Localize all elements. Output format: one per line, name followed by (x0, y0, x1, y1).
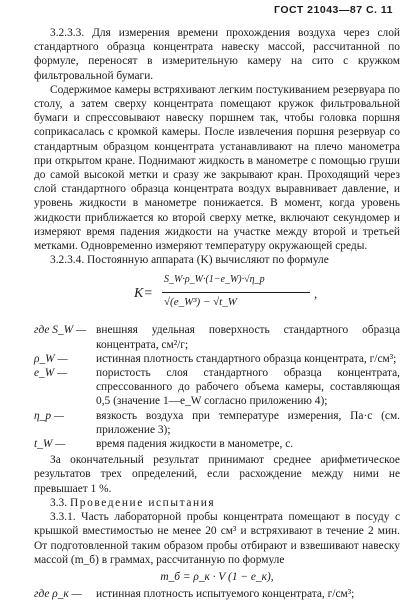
formula-tail: , (314, 286, 318, 302)
paragraph-3-2-3-3: 3.2.3.3. Для измерения времени прохождения воздуха через слой стандартного образца концентрата навеску массой, рассчитанной по формуле, переносят в измерительную камеру на сито с кружком фильтровальной бумаги. (34, 27, 400, 82)
formula-denominator: √(e_W³) − √t_W (164, 296, 237, 309)
paragraph-final-result: За окончательный результат принимают среднее арифметическое результатов трех определений, если расхождение между ними не превышает 1 %. (34, 454, 400, 495)
definition-density: где ρ_к — истинная плотность испытуемого концентрата, г/см³; (34, 588, 355, 601)
formula-numerator: S_W·ρ_W·(1−e_W)·√η_р (164, 274, 265, 286)
fraction-bar (162, 292, 310, 293)
formula-lhs: K= (134, 286, 153, 302)
definitions-list (34, 323, 400, 451)
paragraph-3-2-3-4: 3.2.3.4. Постоянную аппарата (K) вычисляют по формуле (50, 254, 329, 267)
section-heading: 3.3. Проведение испытания (50, 496, 216, 509)
definition-item: ρ_W — истинная плотность стандартного образца концентрата, г/см³; (34, 352, 397, 365)
definition-item: где S_W — внешняя удельная поверхность стандартного образца концентрата, см²/г; (34, 324, 400, 351)
formula-sample-mass: m_б = ρ_к · V (1 − e_к), (160, 570, 274, 583)
document-body (34, 26, 400, 601)
paragraph-procedure: Содержимое камеры встряхивают легким постукиванием резервуара по столу, а затем сверху концентрата помещают кружок фильтровальной бумаги и спрессовывают навеску поршнем так, чтобы головка поршня соприкасалась с кромкой камеры. После извлечения поршня резервуар со стандартным образцом концентрата устанавливают на плечо манометра при открытом кране. Поднимают жидкость в манометре с помощью груши до самой высокой метки и сразу же закрывают кран. Проходящий через слой стандартного образца концентрата воздух выравнивает давление, и уровень жидкости в манометре понижается. В момент, когда уровень жидкости приближается ко второй сверху метке, включают секундомер и измеряют время падения жидкости на участке между второй и третьей метками. Одновременно измеряют температуру окружающей среды. (34, 83, 400, 253)
definition-item: t_W — время падения жидкости в манометре, с. (34, 438, 294, 451)
definition-item: e_W — пористость слоя стандартного образца концентрата, спрессованного до рабочего объема камеры, составляющая 0,5 (значение 1—e_W согласно приложению 4); (34, 367, 400, 408)
paragraph-3-3-1: 3.3.1. Часть лабораторной пробы концентрата помещают в посуду с крышкой вместимостью не менее 20 см³ и встряхивают в течение 2 мин. От подготовленной таким образом пробы отбирают и взвешивают навеску массой (m_б) в граммах, рассчитанную по формуле (34, 511, 400, 566)
formula-apparatus-constant (34, 271, 400, 319)
page-header: ГОСТ 21043—87 С. 11 (274, 4, 393, 16)
definition-item: η_р — вязкость воздуха при температуре измерения, Па·с (см. приложение 3); (34, 409, 400, 436)
